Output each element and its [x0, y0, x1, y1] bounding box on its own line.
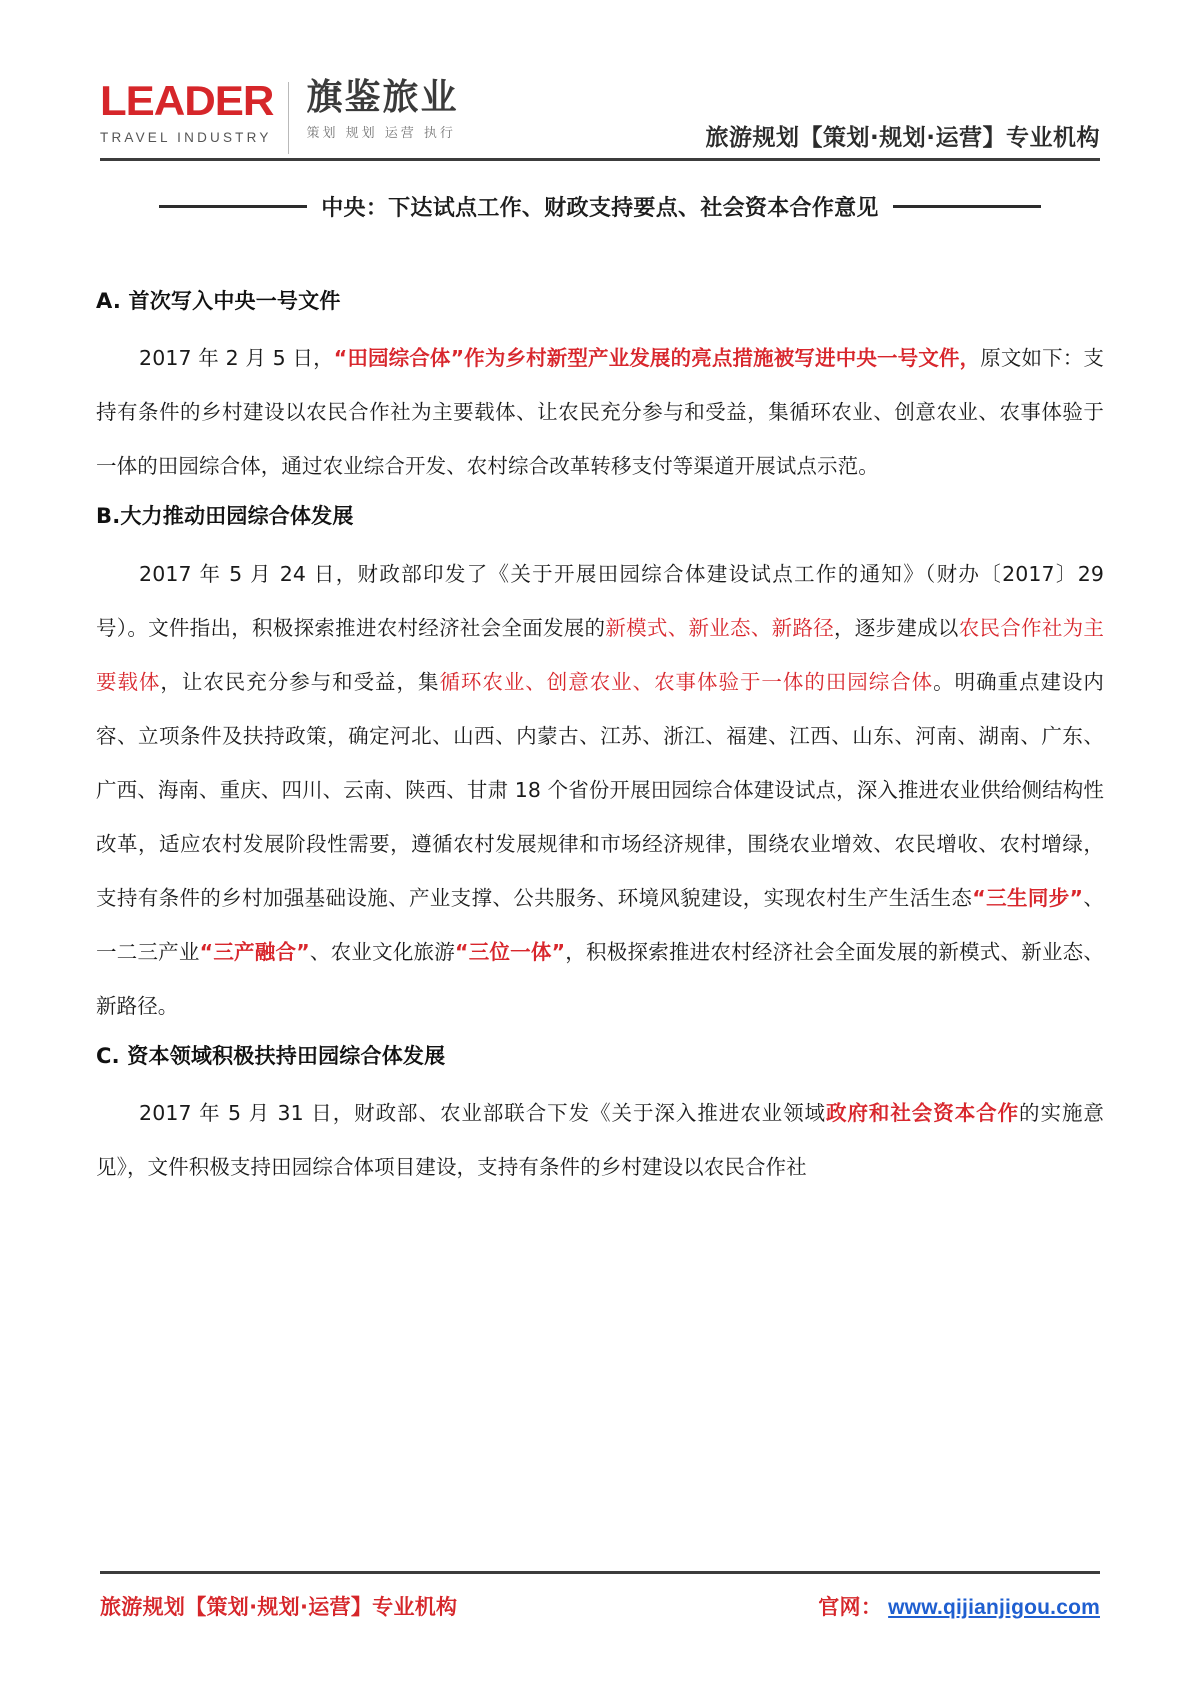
header-divider-rule [100, 158, 1100, 161]
para-c1-seg1: 2017 年 5 月 31 日，财政部、农业部联合下发《关于深入推进农业领域 [139, 1100, 827, 1125]
title-rule-right [893, 205, 1041, 208]
heading-b: B.大力推动田园综合体发展 [96, 504, 354, 529]
document-body [96, 288, 1104, 1194]
paragraph-b1 [96, 547, 1104, 1033]
page-header [100, 58, 1100, 158]
logo-chinese-name: 旗鉴旅业 [306, 77, 459, 118]
page-footer [100, 1584, 1100, 1628]
section-title-bar [100, 186, 1100, 226]
company-logo [100, 77, 459, 158]
para-b1-seg4: 。明确重点建设内容、立项条件及扶持政策，确定河北、山西、内蒙古、江苏、浙江、福建、江西、山东、河南、湖南、广东、广西、海南、重庆、四川、云南、陕西、甘肃 18 个省份开展田园综合体建设试点，深入推进农业供给侧结构性改革，适应农村发展阶段性需要，遵循农村发展规律和市场经济规律，围绕农业增效、农民增收、农村增绿，支持有条件的乡村加强基础设施、产业支撑、公共服务、环境风貌建设，实现农村生产生活生态 [96, 669, 1104, 910]
logo-chinese-block [289, 77, 459, 141]
para-b1-highlight2: 农民合作社为主要载体 [96, 615, 1104, 694]
para-b1-seg2: ，逐步建成以 [833, 615, 959, 640]
para-c1-seg2: 的实施意见》，文件积极支持田园综合体项目建设，支持有条件的乡村建设以农民合作社 [96, 1100, 1104, 1179]
para-b1-seg6: 、农业文化旅游 [309, 939, 455, 964]
footer-website-label: 官网： [818, 1595, 883, 1619]
para-b1-seg7: ，积极探索推进农村经济社会全面发展的新模式、新业态、新路径。 [96, 939, 1105, 1018]
logo-wordmark: LEADER [100, 77, 274, 124]
title-rule-left [159, 205, 307, 208]
para-a1-rest: 原文如下：支持有条件的乡村建设以农民合作社为主要载体、让农民充分参与和受益，集循环农业、创意农业、农事体验于一体的田园综合体，通过农业综合开发、农村综合改革转移支付等渠道开展试点示范。 [96, 346, 1104, 479]
footer-website-link[interactable]: www.qijianjigou.com [888, 1596, 1100, 1619]
heading-a: A. 首次写入中央一号文件 [96, 289, 341, 313]
heading-c: C. 资本领域积极扶持田园综合体发展 [96, 1043, 446, 1068]
para-a1-highlight: “田园综合体”作为乡村新型产业发展的亮点措施被写进中央一号文件， [333, 346, 981, 371]
footer-divider-rule [100, 1571, 1100, 1574]
logo-tagline-latin: TRAVEL INDUSTRY [100, 130, 272, 145]
paragraph-a1 [96, 331, 1104, 493]
section-title: 中央：下达试点工作、财政支持要点、社会资本合作意见 [321, 195, 879, 221]
header-tagline: 旅游规划【策划·规划·运营】专业机构 [705, 125, 1100, 151]
footer-company-tagline: 旅游规划【策划·规划·运营】专业机构 [100, 1595, 458, 1619]
para-b1-seg1: 2017 年 5 月 24 日，财政部印发了《关于开展田园综合体建设试点工作的通知》（财办〔2017〕29 号）。文件指出，积极探索推进农村经济社会全面发展的 [96, 561, 1104, 640]
paragraph-c1 [96, 1086, 1104, 1194]
logo-latin-block [100, 77, 288, 145]
para-b1-seg5: 、一二三产业 [96, 885, 1105, 964]
para-b1-highlight6: “三位一体” [455, 939, 566, 964]
footer-website-block [818, 1591, 1100, 1621]
logo-chinese-services: 策划 规划 运营 执行 [306, 126, 456, 141]
para-b1-highlight4: “三生同步” [972, 885, 1084, 910]
para-b1-highlight5: “三产融合” [199, 939, 310, 964]
para-c1-highlight1: 政府和社会资本合作 [826, 1100, 1020, 1125]
para-b1-highlight3: 循环农业、创意农业、农事体验于一体的田园综合体 [439, 669, 934, 694]
para-a1-date: 2017 年 2 月 5 日， [139, 346, 334, 371]
para-b1-seg3: ，让农民充分参与和受益，集 [160, 669, 440, 694]
para-b1-highlight1: 新模式、新业态、新路径 [605, 615, 834, 640]
